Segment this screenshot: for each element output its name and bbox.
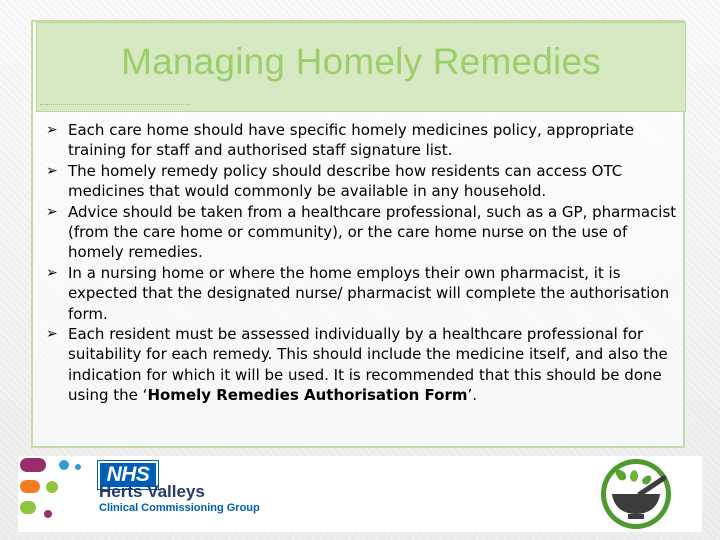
org-name: Herts Valleys (99, 482, 205, 501)
arrow-bullet-icon: ➢ (46, 203, 58, 220)
arrow-bullet-icon: ➢ (46, 162, 58, 179)
bullet-item (46, 161, 680, 202)
nhs-badge: NHS (98, 461, 158, 489)
arrow-bullet-icon: ➢ (46, 326, 58, 343)
title-divider (40, 104, 190, 105)
bullet-item (46, 263, 680, 324)
title-bar (36, 22, 686, 112)
bullet-text-bold: Homely Remedies Authorisation Form (147, 386, 468, 405)
arrow-bullet-icon: ➢ (46, 264, 58, 281)
slide-title: Managing Homely Remedies (121, 41, 601, 82)
bullet-text: In a nursing home or where the home employs their own pharmacist, it is expected that the designated nurse/ pharmacist will complete the authorisation form. (68, 263, 670, 323)
arrow-bullet-icon: ➢ (46, 122, 58, 138)
bullet-text: The homely remedy policy should describe how residents can access OTC medicines that would commonly be available in any household. (68, 161, 623, 201)
bullet-text: Each resident must be assessed individually by a healthcare professional for suitability for each remedy. This should include the medicine itself, and also the indication for which it will be used. It is recommended that this should be done using the ‘ (68, 325, 668, 405)
bullet-list (46, 120, 680, 406)
bullet-text: ’. (467, 386, 478, 405)
bullet-text: Advice should be taken from a healthcare professional, such as a GP, pharmacist (from the care home or community), or the care home nurse on the use of homely remedies. (68, 202, 677, 262)
ccg-dots-logo-icon (20, 458, 95, 524)
mortar-and-pestle-icon (590, 458, 682, 530)
bullet-item (46, 324, 680, 406)
bullet-text: Each care home should have specific homely medicines policy, appropriate training for staff and authorised staff signature list. (68, 121, 634, 160)
org-subtitle: Clinical Commissioning Group (99, 502, 260, 514)
bullet-item (46, 120, 680, 161)
bullet-item (46, 202, 680, 263)
